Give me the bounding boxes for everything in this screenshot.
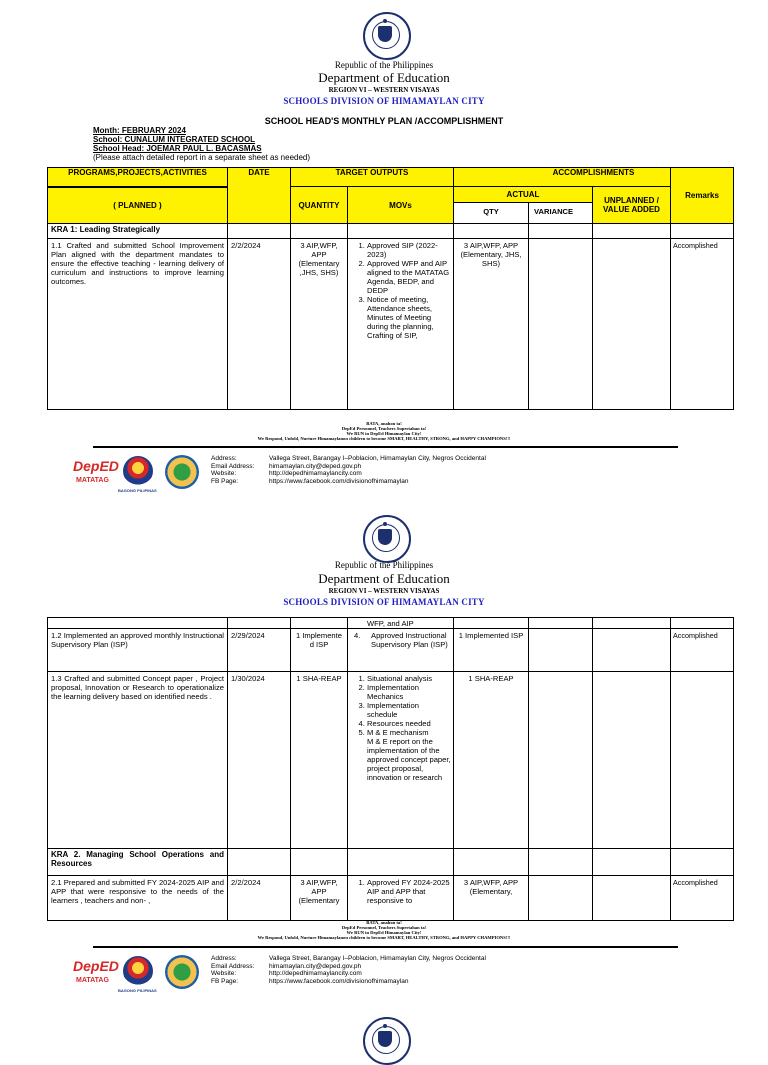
row4-remarks: Accomplished (670, 875, 734, 921)
row4-actual-qty: 3 AIP,WFP, APP (Elementary, (453, 875, 529, 921)
row2-quantity: 1 Implemente d ISP (290, 628, 348, 672)
fb-key: FB Page: (211, 477, 239, 485)
row1-remarks: Accomplished (670, 238, 734, 410)
sdo-himamaylan-logo-icon (165, 955, 199, 989)
row2-mov (347, 628, 454, 672)
footer-divider (93, 446, 678, 448)
contact-block (211, 955, 486, 985)
row1-actual-qty: 3 AIP,WFP, APP (Elementary, JHS, SHS) (453, 238, 529, 410)
motto-line-4: We Respond, Unfold, Nurture Himamaylanon children to become SMART, HEALTHY, STRONG, and HAPPY CHAMPIONS!!! (257, 935, 511, 940)
republic-line: Republic of the Philippines (334, 60, 434, 70)
website-key: Website: (211, 970, 237, 978)
kra2-empty (290, 848, 348, 876)
department-line: Department of Education (318, 571, 450, 586)
kra1-empty-aqty (453, 223, 529, 239)
address-value: Vallega Street, Barangay I–Poblacion, Himamaylan City, Negros Occidental (269, 955, 486, 962)
row2-unplanned (592, 628, 671, 672)
col-qty-header: QTY (453, 202, 529, 224)
row4-movs (347, 875, 454, 921)
motto-line-1: BATA, anahon ta! (366, 920, 402, 925)
row3-date: 1/30/2024 (227, 671, 291, 849)
fb-link[interactable]: https://www.facebook.com/divisionofhimamaylan (269, 977, 409, 985)
col-unplanned-header: UNPLANNED / VALUE ADDED (592, 186, 671, 224)
kra2-empty (453, 848, 529, 876)
footer-motto (0, 920, 768, 940)
attach-note: (Please attach detailed report in a separate sheet as needed) (93, 153, 311, 162)
department-line: Department of Education (318, 70, 450, 85)
motto-line-3: We RUN in DepEd Himamaylan City! (346, 930, 422, 935)
kra2-empty (670, 848, 734, 876)
row3-mov-extra: M & E report on the implementation of the approved concept paper, project proposal, innovation or research (367, 737, 451, 782)
row1-mov-item: 2. Approved WFP and AIP aligned to the MATATAG Agenda, BEDP, and DEDP (367, 259, 451, 295)
kra1-empty-var (528, 223, 593, 239)
row3-quantity: 1 SHA-REAP (290, 671, 348, 849)
kra1-empty-date (227, 223, 291, 239)
footer-motto (0, 421, 768, 441)
row1-activity: 1.1 Crafted and submitted School Improvement Plan aligned with the department mandates to ensure the effective teaching - learning delivery of curriculum and instructions to improve learning outcomes. (47, 238, 228, 410)
bagong-pilipinas-label: BAGONG PILIPINAS (118, 988, 157, 993)
website-key: Website: (211, 470, 237, 478)
deped-logo-icon: DepED (73, 458, 119, 474)
col-quantity-header: QUANTITY (290, 186, 348, 224)
row1-variance (528, 238, 593, 410)
email-value[interactable]: himamaylan.city@deped.gov.ph (269, 962, 362, 970)
row3-variance (528, 671, 593, 849)
division-line: SCHOOLS DIVISION OF HIMAMAYLAN CITY (283, 597, 485, 607)
row2-mov-text: Approved Instructional Supervisory Plan (ISP) (371, 631, 448, 649)
row2-remarks: Accomplished (670, 628, 734, 672)
deped-logo-icon: DepED (73, 958, 119, 974)
website-link[interactable]: http://depedhimamaylancity.com (269, 470, 362, 478)
month-label: Month: FEBRUARY 2024 (93, 126, 186, 135)
row4-activity: 2.1 Prepared and submitted FY 2024-2025 AIP and APP that were responsive to the needs of the learners , teachers and non- , (47, 875, 228, 921)
row1-movs (347, 238, 454, 410)
row1-mov-item: 1. Approved SIP (2022-2023) (367, 241, 451, 259)
kra2-empty (227, 848, 291, 876)
motto-line-2: DepEd Personnel, Teachers Supertahan ta! (341, 426, 427, 431)
row2-mov-number: 4. (354, 631, 361, 640)
row3-mov-item: 4. Resources needed (367, 719, 451, 728)
col-accomplishments-header: ACCOMPLISHMENTS (453, 167, 734, 187)
row3-movs (347, 671, 454, 849)
motto-line-4: We Respond, Unfold, Nurture Himamaylanon children to become SMART, HEALTHY, STRONG, and HAPPY CHAMPIONS!!! (257, 436, 511, 441)
row4-unplanned (592, 875, 671, 921)
bagong-pilipinas-logo-icon (123, 956, 153, 986)
page-1 (0, 0, 768, 500)
fb-link[interactable]: https://www.facebook.com/divisionofhimamaylan (269, 477, 409, 485)
email-key: Email Address: (211, 462, 255, 470)
kra2-empty (347, 848, 454, 876)
row2-variance (528, 628, 593, 672)
row4-mov-item: 1. Approved FY 2024-2025 AIP and APP that responsive to (367, 878, 451, 905)
region-line: REGION VI – WESTERN VISAYAS (328, 86, 440, 94)
kra1-empty-mov (347, 223, 454, 239)
footer-divider (93, 946, 678, 948)
republic-line: Republic of the Philippines (334, 560, 434, 570)
col-target-header: TARGET OUTPUTS (290, 167, 454, 187)
row2-activity: 1.2 Implemented an approved monthly Instructional Supervisory Plan (ISP) (47, 628, 228, 672)
kra1-empty-qty (290, 223, 348, 239)
row2-actual-qty: 1 Implemented ISP (453, 628, 529, 672)
row1-quantity: 3 AIP,WFP, APP (Elementary ,JHS, SHS) (290, 238, 348, 410)
matatag-logo-label: MATATAG (76, 977, 109, 984)
row4-quantity: 3 AIP,WFP, APP (Elementary (290, 875, 348, 921)
kra1-empty-unpl (592, 223, 671, 239)
cont-mov: WFP, and AIP (347, 617, 454, 629)
row3-unplanned (592, 671, 671, 849)
website-link[interactable]: http://depedhimamaylancity.com (269, 970, 362, 978)
address-key: Address: (211, 955, 237, 962)
row4-date: 2/2/2024 (227, 875, 291, 921)
bagong-pilipinas-label: BAGONG PILIPINAS (118, 488, 157, 493)
motto-line-1: BATA, anahon ta! (366, 421, 402, 426)
row4-variance (528, 875, 593, 921)
col-date-header: DATE (227, 167, 291, 224)
col-ppa-header: PROGRAMS,PROJECTS,ACTIVITIES (47, 167, 228, 187)
row3-mov-item: 3. Implementation schedule (367, 701, 451, 719)
col-movs-header: MOVs (347, 186, 454, 224)
kra1-label: KRA 1: Leading Strategically (47, 223, 228, 239)
email-key: Email Address: (211, 962, 255, 970)
row3-mov-item: 1. Situational analysis (367, 674, 451, 683)
bagong-pilipinas-logo-icon (123, 456, 153, 486)
kra2-label: KRA 2. Managing School Operations and Resources (47, 848, 228, 876)
contact-block (211, 455, 486, 485)
kra2-empty (528, 848, 593, 876)
region-line: REGION VI – WESTERN VISAYAS (328, 587, 440, 595)
motto-line-3: We RUN in DepEd Himamaylan City! (346, 431, 422, 436)
col-variance-header: VARIANCE (528, 202, 593, 224)
row1-mov-item: 3. Notice of meeting, Attendance sheets, Minutes of Meeting during the planning, Crafting of SIP, (367, 295, 451, 340)
deped-seal-icon (363, 1017, 411, 1065)
fb-key: FB Page: (211, 977, 239, 985)
col-planned-header: ( PLANNED ) (47, 187, 228, 224)
row3-actual-qty: 1 SHA-REAP (453, 671, 529, 849)
page-2 (0, 505, 768, 1024)
row2-date: 2/29/2024 (227, 628, 291, 672)
row3-mov-item: 2. Implementation Mechanics (367, 683, 451, 701)
matatag-logo-label: MATATAG (76, 477, 109, 484)
col-remarks-header: Remarks (670, 167, 734, 224)
address-key: Address: (211, 455, 237, 462)
kra2-empty (592, 848, 671, 876)
division-line: SCHOOLS DIVISION OF HIMAMAYLAN CITY (283, 96, 485, 106)
row3-remarks (670, 671, 734, 849)
motto-line-2: DepEd Personnel, Teachers Supertahan ta! (341, 925, 427, 930)
deped-seal-icon (363, 12, 411, 60)
report-meta (93, 126, 310, 162)
sdo-himamaylan-logo-icon (165, 455, 199, 489)
school-label: School: CUNALUM INTEGRATED SCHOOL (93, 135, 256, 144)
col-actual-header: ACTUAL (453, 186, 593, 203)
row3-activity: 1.3 Crafted and submitted Concept paper , Project proposal, Innovation or Research to operationalize the learning delivery based on identified needs . (47, 671, 228, 849)
report-title: SCHOOL HEAD'S MONTHLY PLAN /ACCOMPLISHMENT (264, 116, 504, 126)
row3-mov-item: 5. M & E mechanism (367, 728, 451, 737)
email-value[interactable]: himamaylan.city@deped.gov.ph (269, 462, 362, 470)
address-value: Vallega Street, Barangay I–Poblacion, Himamaylan City, Negros Occidental (269, 455, 486, 462)
row1-date: 2/2/2024 (227, 238, 291, 410)
school-head-label: School Head: JOEMAR PAUL L. BACASMAS (93, 144, 262, 153)
deped-seal-icon (363, 515, 411, 563)
row1-unplanned (592, 238, 671, 410)
kra1-empty-rem (670, 223, 734, 239)
